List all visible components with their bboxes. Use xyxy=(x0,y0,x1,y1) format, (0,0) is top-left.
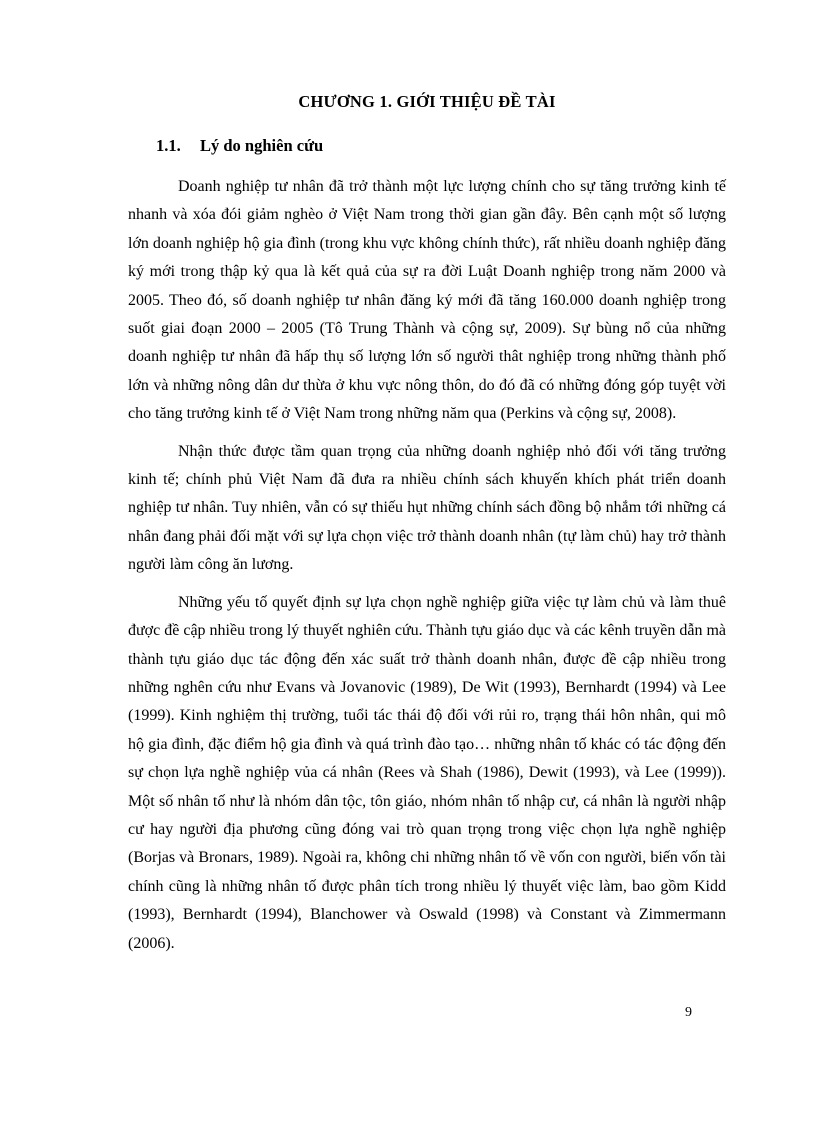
paragraph-economic-growth: Doanh nghiệp tư nhân đã trở thành một lực lượng chính cho sự tăng trưởng kinh tế nhanh và xóa đói giảm nghèo ở Việt Nam trong thời gian gần đây. Bên cạnh một số lượng lớn doanh nghiệp hộ gia đình (trong khu vực không chính thức), rất nhiều doanh nghiệp đăng ký mới trong thập kỷ qua là kết quả của sự ra đời Luật Doanh nghiệp trong năm 2000 và 2005. Theo đó, số doanh nghiệp tư nhân đăng ký mới đã tăng 160.000 doanh nghiệp trong suốt giai đoạn 2000 – 2005 (Tô Trung Thành và cộng sự, 2009). Sự bùng nổ của những doanh nghiệp tư nhân đã hấp thụ số lượng lớn số người thât nghiệp trong những thành phố lớn và những nông dân dư thừa ở khu vực nông thôn, do đó đã có những đóng góp tuyệt vời cho tăng trưởng kinh tế ở Việt Nam trong những năm qua (Perkins và cộng sự, 2008). xyxy=(128,178,726,423)
paragraph-occupation-choice-literature: Những yếu tố quyết định sự lựa chọn nghề nghiệp giữa việc tự làm chủ và làm thuê được đề cập nhiều trong lý thuyết nghiên cứu. Thành tựu giáo dục và các kênh truyền dẫn mà thành tựu giáo dục tác động đến xác suất trở thành doanh nhân, được đề cập nhiều trong những nghên cứu như Evans và Jovanovic (1989), De Wit (1993), Bernhardt (1994) và Lee (1999). Kinh nghiệm thị trường, tuổi tác thái độ đối với rủi ro, trạng thái hôn nhân, qui mô hộ gia đình, đặc điểm hộ gia đình và quá trình đào tạo… những nhân tố khác có tác động đến sự chọn lựa nghề nghiệp vủa cá nhân (Rees và Shah (1986), Dewit (1993), và Lee (1999)). Một số nhân tố như là nhóm dân tộc, tôn giáo, nhóm nhân tố nhập cư, cá nhân là người nhập cư hay người địa phương cũng đóng vai trò quan trọng trong việc chọn lựa nghề nghiệp (Borjas và Bronars, 1989). Ngoài ra, không chi những nhân tố về vốn con người, biến vốn tài chính cũng là những nhân tố được phân tích trong nhiều lý thuyết việc làm, bao gồm Kidd (1993), Bernhardt (1994), Blanchower và Oswald (1998) và Constant và Zimmermann (2006). xyxy=(128,593,726,952)
chapter-title: CHƯƠNG 1. GIỚI THIỆU ĐỀ TÀI xyxy=(298,92,556,111)
section-title: Lý do nghiên cứu xyxy=(200,136,324,155)
page-number: 9 xyxy=(685,1005,692,1020)
paragraph-policy-gap: Nhận thức được tầm quan trọng của những doanh nghiệp nhỏ đối với tăng trưởng kinh tế; chính phủ Việt Nam đã đưa ra nhiều chính sách khuyến khích phát triển doanh nghiệp tư nhân. Tuy nhiên, vẫn có sự thiếu hụt những chính sách đồng bộ nhắm tới những cá nhân đang phải đối mặt với sự lựa chọn việc trở thành doanh nhân (tự làm chủ) hay trở thành người làm công ăn lương. xyxy=(128,442,726,574)
section-number: 1.1. xyxy=(156,136,181,155)
section-heading xyxy=(128,136,726,156)
page-content xyxy=(128,92,726,967)
